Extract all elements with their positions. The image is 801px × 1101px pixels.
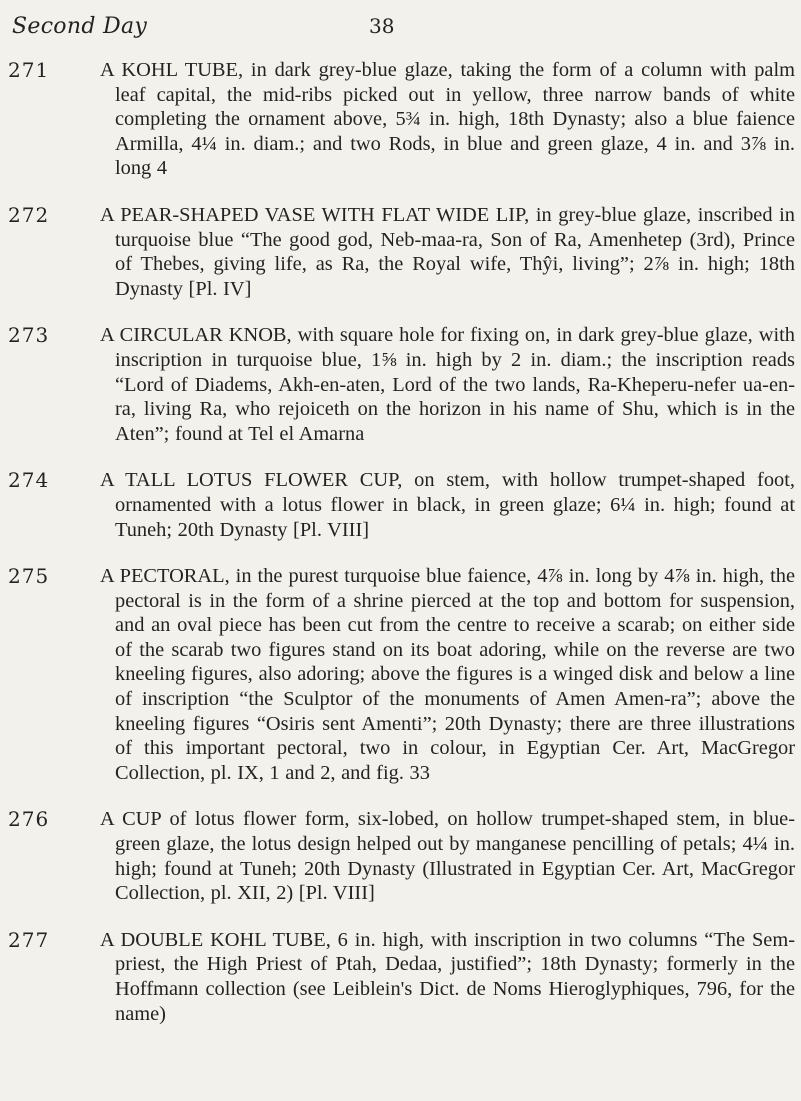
lot-number: 277 (8, 927, 50, 952)
catalogue-entry (0, 203, 801, 301)
catalogue-entry (0, 928, 801, 1026)
lot-description: A CIRCULAR KNOB, with square hole for fixing on, in dark grey-blue glaze, with inscription in turquoise blue, 1⅝ in. high by 2 in. diam.; the inscription reads “Lord of Diadems, Akh-en-aten, Lord of the two lands, Ra-Kheperu-nefer ua-en-ra, living Ra, who rejoiceth on the horizon in his name of Shu, which is in the Aten”; found at Tel el Amarna (100, 324, 795, 445)
lot-number: 273 (8, 323, 50, 348)
page-number: 38 (369, 14, 395, 38)
lot-number: 272 (8, 202, 50, 227)
running-head: Second Day (12, 14, 148, 39)
catalogue-entry (0, 564, 801, 785)
lot-number: 271 (8, 58, 50, 82)
lot-description: A TALL LOTUS FLOWER CUP, on stem, with hollow trumpet-shaped foot, ornamented with a lotus flower in black, in green glaze; 6¼ in. high; found at Tuneh; 20th Dynasty [Pl. VIII] (100, 469, 795, 541)
lot-description: A CUP of lotus flower form, six-lobed, on hollow trumpet-shaped stem, in blue-green glaze, the lotus design helped out by manganese pencilling of petals; 4¼ in. high; found at Tuneh; 20th Dynasty (Illustrated in Egyptian Cer. Art, MacGregor Collection, pl. XII, 2) [Pl. VIII] (100, 808, 795, 905)
catalogue-entry (0, 807, 801, 905)
catalogue-entry (0, 323, 801, 446)
catalogue-entry (0, 468, 801, 542)
lot-number: 276 (8, 807, 50, 832)
page-header (0, 0, 801, 40)
catalogue-entry (0, 58, 801, 181)
lot-description: A PECTORAL, in the purest turquoise blue faience, 4⅞ in. long by 4⅞ in. high, the pectoral is in the form of a shrine pierced at the top and bottom for suspension, and an oval piece has been cut from the centre to receive a scarab; on either side of the scarab two figures stand on its boat adoring, while on the reverse are two kneeling figures, also adoring; above the figures is a winged disk and below a line of inscription “the Sculptor of the monuments of Amen Amen-ra”; above the kneeling figures “Osiris sent Amenti”; 20th Dynasty; there are three illustrations of this important pectoral, two in colour, in Egyptian Cer. Art, MacGregor Collection, pl. IX, 1 and 2, and fig. 33 (100, 565, 795, 784)
lot-description: A PEAR-SHAPED VASE WITH FLAT WIDE LIP, in grey-blue glaze, inscribed in turquoise blue “The good god, Neb-maa-ra, Son of Ra, Amenhetep (3rd), Prince of Thebes, giving life, as Ra, the Royal wife, Thŷi, living”; 2⅞ in. high; 18th Dynasty [Pl. IV] (100, 203, 795, 300)
lot-number: 274 (8, 468, 50, 493)
catalogue-entries (0, 58, 801, 1048)
lot-number: 275 (8, 564, 50, 589)
lot-description: A KOHL TUBE, in dark grey-blue glaze, taking the form of a column with palm leaf capital, the mid-ribs picked out in yellow, three narrow bands of white completing the ornament above, 5¾ in. high, 18th Dynasty; also a blue faience Armilla, 4¼ in. diam.; and two Rods, in blue and green glaze, 4 in. and 3⅞ in. long 4 (100, 59, 795, 180)
lot-description: A DOUBLE KOHL TUBE, 6 in. high, with inscription in two columns “The Sem-priest, the High Priest of Ptah, Dedaa, justified”; 18th Dynasty; formerly in the Hoffmann collection (see Leiblein's Dict. de Noms Hieroglyphiques, 796, for the name) (100, 928, 795, 1025)
